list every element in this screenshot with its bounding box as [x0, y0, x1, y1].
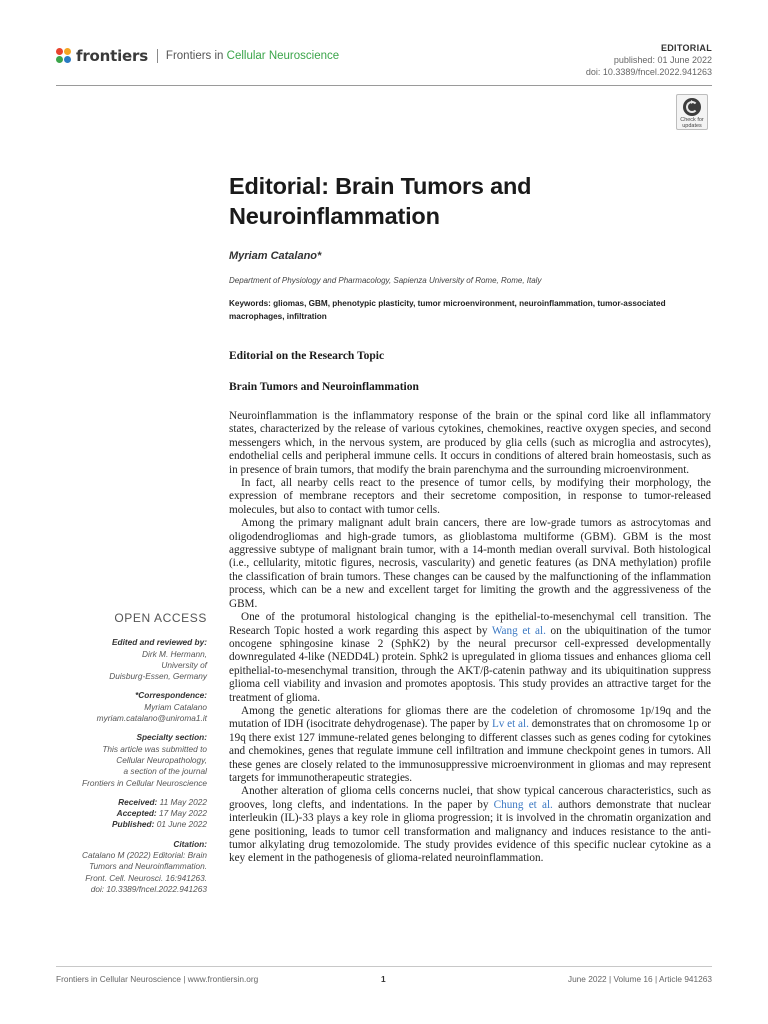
journal-name[interactable]: Frontiers in Cellular Neuroscience: [165, 50, 340, 62]
specialty-text: a section of the journal: [123, 766, 207, 777]
article-body: [229, 410, 711, 866]
reference-link[interactable]: Chung et al.: [493, 798, 553, 811]
accepted-row: Accepted: 17 May 2022: [116, 808, 207, 819]
frontiers-logo-icon: [56, 48, 72, 64]
body-paragraph: In fact, all nearby cells react to the presence of tumor cells, by modifying their morphology, the expression of membrane receptors and their secretome composition, in response to tumor-released molecules, but also to contact with tumor cells.: [229, 477, 711, 516]
article-meta: [586, 42, 712, 78]
logo-wordmark: frontiers: [76, 47, 148, 65]
page-footer: [56, 966, 712, 986]
correspondence-email[interactable]: myriam.catalano@uniroma1.it: [96, 713, 207, 724]
check-for-updates-label: Check for updates: [680, 117, 704, 129]
citation-text: Catalano M (2022) Editorial: Brain: [82, 850, 207, 861]
journal-logo[interactable]: [56, 46, 339, 66]
editor-affiliation: Duisburg-Essen, Germany: [109, 671, 207, 682]
article-sidebar: [56, 613, 207, 903]
page-number: 1: [381, 974, 386, 984]
body-paragraph: Another alteration of glioma cells concerns nuclei, that show typical cancerous characteristics, such as grooves, long clefts, and indentations. In the paper by Chung et al. authors demonstrate that nuclear interleukin (IL)-33 plays a key role in glioma progression; it is involved in the chromatin organization and gene positioning, leads to tumor cell transformation and malignancy and induces resistance to the anti-tumor alkylating drug temozolomide. The study provides evidence of this specific nuclear cytokine as a key element in the pathogenesis of glioma-related neuroinflammation.: [229, 785, 711, 865]
published-date: published: 01 June 2022: [613, 55, 712, 65]
check-for-updates-icon: [683, 98, 701, 116]
logo-divider: [157, 49, 158, 63]
specialty-text: Frontiers in Cellular Neuroscience: [82, 777, 207, 788]
correspondence-info: [56, 690, 207, 724]
author-name[interactable]: Myriam Catalano*: [229, 250, 322, 262]
specialty-info: [56, 732, 207, 788]
citation-info: [56, 839, 207, 895]
keywords-list: gliomas, GBM, phenotypic plasticity, tumor microenvironment, neuroinflammation, tumor-associated macrophages, infiltration: [229, 299, 666, 321]
published-row: Published: 01 June 2022: [111, 819, 207, 830]
keywords-label: Keywords:: [229, 299, 271, 308]
article-type-label: EDITORIAL: [660, 43, 712, 53]
dates-info: [56, 797, 207, 831]
body-paragraph: Among the genetic alterations for gliomas there are the codeletion of chromosome 1p/19q and the mutation of IDH (isocitrate dehydrogenase). The paper by Lv et al. demonstrates that on chromosome 1p or 19q there exist 127 immune-related genes belonging to different classes such as genes coding for cytokines and chemokines, genes that regulate immune cell infiltration and immune checkpoint genes in tumors. All these genes are closely related to the immunosuppressive microenvironment in gliomas and may represent targets for immunotherapeutic strategies.: [229, 704, 711, 784]
body-paragraph: One of the protumoral histological changing is the epithelial-to-mesenchymal cell transition. The Research Topic hosted a work regarding this aspect by Wang et al. on the ubiquitination of the tumor oncogene sphingosine kinase 2 (SphK2) by the neural precursor cell-expressed developmentally downregulated 4-like (NEDD4L) protein. Sphk2 is upregulated in glioma tissues and enhances glioma cell epithelial-to-mesenchymal transition, through the AKT/β-catenin pathway and its ubiquitination suppress glioma cell viability and invasion and promotes apoptosis. This study provides an attractive target for the treatment of glioma.: [229, 611, 711, 704]
doi-link[interactable]: doi: 10.3389/fncel.2022.941263: [585, 67, 712, 77]
citation-text: Tumors and Neuroinflammation.: [89, 861, 207, 872]
check-for-updates-button[interactable]: [676, 94, 708, 130]
editor-affiliation: University of: [161, 659, 207, 670]
editor-name: Dirk M. Hermann,: [141, 648, 207, 659]
footer-issue-info: June 2022 | Volume 16 | Article 941263: [567, 974, 712, 984]
reference-link[interactable]: Lv et al.: [491, 718, 529, 731]
research-topic-title[interactable]: Brain Tumors and Neuroinflammation: [229, 381, 419, 393]
body-paragraph: Among the primary malignant adult brain cancers, there are low-grade tumors as astrocytomas and oligodendrogliomas and high-grade tumors, as glioblastoma multiforme (GBM). GBM is the most aggressive subtype of malignant brain tumor, with a 14-month median overall survival. Both histological (i.e., cellularity, mitotic figures, necrosis, vascularity) and genetic features (as DNA methylation) profile the classification of brain tumors. These changes can be caused by the malfunctioning of the inflammation process, which can be a new and excellent target for limiting the growth and the aggressiveness of the GBM.: [229, 517, 711, 610]
editor-info: [56, 637, 207, 682]
body-paragraph: Neuroinflammation is the inflammatory response of the brain or the spinal cord like all inflammatory states, characterized by the release of various cytokines, chemokines, reactive oxygen species, and second messengers which, in the nervous system, are produced by glia cells (such as microglia and astrocytes), endothelial cells and peripheral immune cells. It occurs in conditions of altered brain homeostasis, such as in presence of brain tumors, that modify the brain parenchyma and the surrounding microenvironment.: [229, 410, 711, 476]
keywords: [229, 298, 711, 323]
edited-by-label: Edited and reviewed by:: [112, 637, 207, 648]
citation-doi[interactable]: doi: 10.3389/fncel.2022.941263: [90, 883, 207, 894]
open-access-label: OPEN ACCESS: [114, 611, 207, 625]
correspondence-label: *Correspondence:: [135, 690, 207, 701]
specialty-text: Cellular Neuropathology,: [116, 754, 207, 765]
article-title: Editorial: Brain Tumors and Neuroinflammation: [229, 173, 532, 229]
citation-text: Front. Cell. Neurosci. 16:941263.: [85, 872, 207, 883]
page-header: [56, 40, 712, 86]
author-affiliation: Department of Physiology and Pharmacology, Sapienza University of Rome, Rome, Italy: [229, 276, 542, 285]
specialty-label: Specialty section:: [136, 732, 207, 743]
reference-link[interactable]: Wang et al.: [491, 624, 546, 637]
received-row: Received: 11 May 2022: [118, 796, 207, 807]
correspondence-name: Myriam Catalano: [144, 701, 207, 712]
footer-journal-link[interactable]: Frontiers in Cellular Neuroscience | www.frontiersin.org: [56, 974, 259, 984]
specialty-text: This article was submitted to: [102, 743, 207, 754]
research-topic-heading: Editorial on the Research Topic: [229, 350, 385, 362]
citation-label: Citation:: [173, 838, 207, 849]
